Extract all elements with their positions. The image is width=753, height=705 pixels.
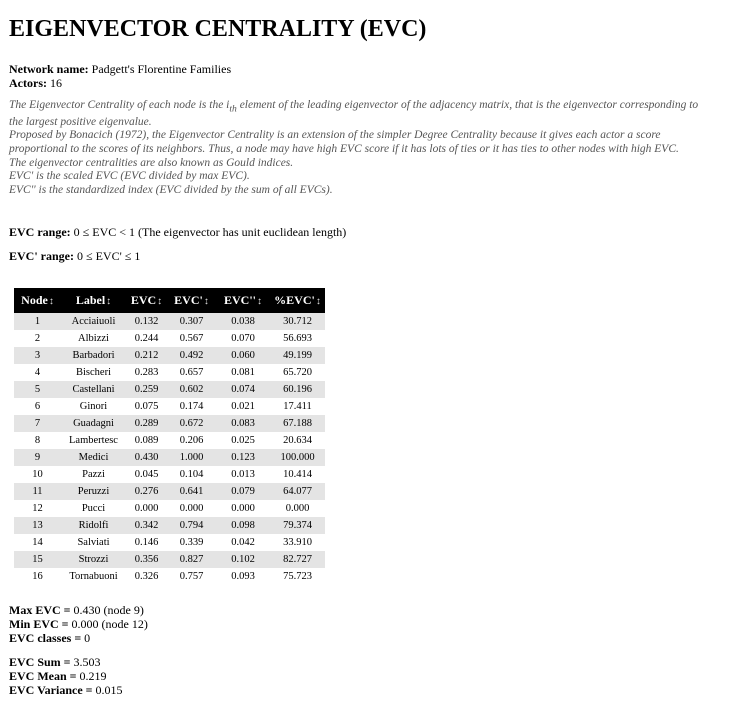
evc-prime-range: EVC' range: 0 ≤ EVC' ≤ 1 [9,249,141,263]
actors-line [9,76,231,90]
cell-evc-double-prime: 0.000 [216,500,270,517]
cell-evc-double-prime: 0.102 [216,551,270,568]
table-row [14,313,325,330]
cell-evc-prime: 0.672 [167,415,216,432]
network-name-label: Network name: [9,62,89,76]
cell-node: 2 [14,330,61,347]
cell-evc-double-prime: 0.042 [216,534,270,551]
table-row [14,364,325,381]
sort-header-node[interactable]: Node↕ [14,288,61,313]
sort-arrows-icon[interactable]: ↕ [257,296,262,307]
cell-evc: 0.276 [126,483,167,500]
cell-node: 5 [14,381,61,398]
table-row [14,466,325,483]
description [9,99,699,197]
cell-evc-prime: 0.794 [167,517,216,534]
cell-evc-prime: 0.657 [167,364,216,381]
stat-line: Max EVC = 0.430 (node 9) [9,603,144,617]
cell-node: 15 [14,551,61,568]
cell-node: 7 [14,415,61,432]
description-line: EVC'' is the standardized index (EVC divided by the sum of all EVCs). [9,183,333,196]
cell-label: Acciaiuoli [61,313,126,330]
cell-label: Pazzi [61,466,126,483]
cell-node: 8 [14,432,61,449]
stat-line: Min EVC = 0.000 (node 12) [9,617,148,631]
cell-label: Albizzi [61,330,126,347]
cell-label: Bischeri [61,364,126,381]
cell-node: 13 [14,517,61,534]
description-line: The Eigenvector Centrality of each node is the $i_{th}$ element of the leading eigenvector of the adjacency matrix, that is the eigenvector corresponding to the largest positive eigenvalue. [9,99,699,128]
actors-label: Actors: [9,76,47,90]
cell-evc: 0.212 [126,347,167,364]
cell-evc-double-prime: 0.021 [216,398,270,415]
table-row [14,415,325,432]
sort-header-evc[interactable]: EVC↕ [126,288,167,313]
cell-percent-evc: 65.720 [270,364,325,381]
cell-label: Ridolfi [61,517,126,534]
cell-percent-evc: 49.199 [270,347,325,364]
cell-evc-prime: 0.000 [167,500,216,517]
cell-evc-double-prime: 0.123 [216,449,270,466]
table-row [14,347,325,364]
cell-node: 6 [14,398,61,415]
cell-evc: 0.089 [126,432,167,449]
cell-percent-evc: 75.723 [270,568,325,585]
cell-percent-evc: 79.374 [270,517,325,534]
cell-percent-evc: 10.414 [270,466,325,483]
cell-evc-prime: 0.104 [167,466,216,483]
cell-percent-evc: 56.693 [270,330,325,347]
sort-arrows-icon[interactable]: ↕ [315,296,321,307]
table-row [14,551,325,568]
cell-evc-double-prime: 0.079 [216,483,270,500]
table-row [14,534,325,551]
cell-label: Lambertesc [61,432,126,449]
table-row [14,398,325,415]
sort-arrows-icon[interactable]: ↕ [48,296,54,307]
cell-evc: 0.132 [126,313,167,330]
table-row [14,432,325,449]
cell-node: 1 [14,313,61,330]
evc-table [14,288,325,585]
cell-node: 10 [14,466,61,483]
cell-label: Pucci [61,500,126,517]
cell-evc: 0.259 [126,381,167,398]
table-row [14,568,325,585]
table-row [14,500,325,517]
cell-percent-evc: 0.000 [270,500,325,517]
cell-label: Castellani [61,381,126,398]
cell-evc: 0.146 [126,534,167,551]
cell-evc-prime: 0.174 [167,398,216,415]
sort-arrows-icon[interactable]: ↕ [157,296,163,307]
cell-evc-double-prime: 0.025 [216,432,270,449]
network-info [9,62,231,90]
network-name-line [9,62,231,76]
network-name-value: Padgett's Florentine Families [91,62,232,76]
table-header-row [14,288,325,313]
actors-value: 16 [49,76,62,90]
cell-node: 11 [14,483,61,500]
table-row [14,381,325,398]
cell-label: Barbadori [61,347,126,364]
cell-evc: 0.430 [126,449,167,466]
cell-evc-prime: 0.567 [167,330,216,347]
sort-header-evc-double-prime[interactable]: EVC''↕ [216,288,270,313]
cell-label: Ginori [61,398,126,415]
sort-arrows-icon[interactable]: ↕ [203,296,209,307]
page-title: EIGENVECTOR CENTRALITY (EVC) [9,16,427,42]
cell-node: 3 [14,347,61,364]
cell-evc-double-prime: 0.093 [216,568,270,585]
sort-header-evc-prime[interactable]: EVC'↕ [167,288,216,313]
cell-evc-prime: 0.641 [167,483,216,500]
cell-evc: 0.356 [126,551,167,568]
cell-evc: 0.000 [126,500,167,517]
cell-evc-prime: 0.827 [167,551,216,568]
description-line: EVC' is the scaled EVC (EVC divided by max EVC). [9,170,250,183]
cell-evc-double-prime: 0.038 [216,313,270,330]
cell-percent-evc: 33.910 [270,534,325,551]
cell-evc-prime: 0.339 [167,534,216,551]
cell-percent-evc: 60.196 [270,381,325,398]
sort-header-percent-evc[interactable]: %EVC'↕ [270,288,325,313]
cell-evc-double-prime: 0.098 [216,517,270,534]
stat-line: EVC Sum = 3.503 [9,655,101,669]
cell-label: Medici [61,449,126,466]
table-row [14,483,325,500]
cell-evc-prime: 1.000 [167,449,216,466]
cell-label: Guadagni [61,415,126,432]
cell-evc: 0.075 [126,398,167,415]
cell-percent-evc: 20.634 [270,432,325,449]
cell-percent-evc: 17.411 [270,398,325,415]
cell-evc: 0.283 [126,364,167,381]
cell-evc-prime: 0.307 [167,313,216,330]
stat-line: EVC Variance = 0.015 [9,683,123,697]
cell-node: 12 [14,500,61,517]
cell-evc-double-prime: 0.070 [216,330,270,347]
stat-line: EVC classes = 0 [9,631,91,645]
cell-percent-evc: 100.000 [270,449,325,466]
cell-percent-evc: 64.077 [270,483,325,500]
cell-label: Tornabuoni [61,568,126,585]
cell-evc: 0.244 [126,330,167,347]
cell-label: Strozzi [61,551,126,568]
cell-evc-prime: 0.492 [167,347,216,364]
cell-node: 14 [14,534,61,551]
cell-label: Peruzzi [61,483,126,500]
cell-node: 9 [14,449,61,466]
table-row [14,330,325,347]
cell-evc-double-prime: 0.060 [216,347,270,364]
cell-evc: 0.045 [126,466,167,483]
cell-percent-evc: 67.188 [270,415,325,432]
cell-node: 4 [14,364,61,381]
evc-extremes [9,603,148,645]
cell-evc-prime: 0.206 [167,432,216,449]
cell-evc-double-prime: 0.013 [216,466,270,483]
cell-evc-prime: 0.602 [167,381,216,398]
cell-evc: 0.326 [126,568,167,585]
description-line: The eigenvector centralities are also known as Gould indices. [9,156,294,169]
cell-percent-evc: 82.727 [270,551,325,568]
cell-label: Salviati [61,534,126,551]
cell-evc: 0.342 [126,517,167,534]
cell-node: 16 [14,568,61,585]
sort-arrows-icon[interactable]: ↕ [106,296,112,307]
table-row [14,517,325,534]
evc-range: EVC range: 0 ≤ EVC < 1 (The eigenvector has unit euclidean length) [9,225,347,239]
sort-header-label[interactable]: Label↕ [61,288,126,313]
cell-evc: 0.289 [126,415,167,432]
cell-evc-double-prime: 0.074 [216,381,270,398]
cell-evc-double-prime: 0.081 [216,364,270,381]
cell-evc-prime: 0.757 [167,568,216,585]
cell-percent-evc: 30.712 [270,313,325,330]
table-row [14,449,325,466]
evc-statistics [9,655,123,697]
description-line: Proposed by Bonacich (1972), the Eigenvector Centrality is an extension of the simpler Degree Centrality because it gives each actor a score proportional to the scores of its neighbors. Thus, a node may have high EVC score if it has lots of ties or it has ties to other nodes with high EVC. [9,129,679,156]
stat-line: EVC Mean = 0.219 [9,669,107,683]
cell-evc-double-prime: 0.083 [216,415,270,432]
